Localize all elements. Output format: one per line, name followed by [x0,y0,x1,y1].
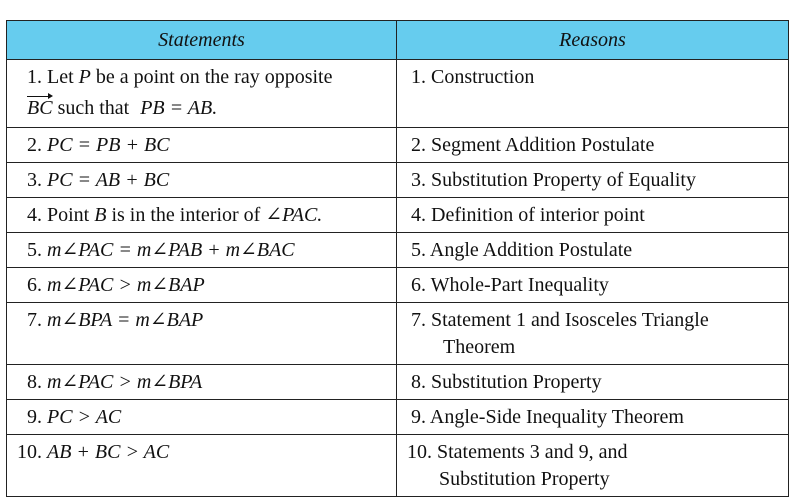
statement-math: AB + BC > AC [47,441,170,463]
step-number: 5. [27,239,42,261]
reason-text-continued: Theorem [443,336,516,358]
statement-math: PC = PB + BC [47,134,170,156]
header-row [7,21,789,60]
step-number: 7. [27,309,42,331]
table-row [7,60,789,128]
statement-math: m∠BPA = m∠BAP [47,309,204,331]
statement-cell [7,400,397,435]
reason-cell [397,163,789,198]
table-row [7,128,789,163]
reasons-header: Reasons [397,21,789,60]
step-number: 3. [27,169,42,191]
reason-text: Construction [431,66,535,88]
reason-cell [397,198,789,233]
reason-number: 2. [411,134,426,156]
reason-text-continued: Substitution Property [439,468,610,490]
statements-header: Statements [7,21,397,60]
statement-cell [7,435,397,497]
reason-text: Substitution Property of Equality [431,169,696,191]
step-number: 6. [27,274,42,296]
step-number: 4. [27,204,42,226]
reason-cell [397,400,789,435]
statement-text: such that [57,97,130,119]
step-number: 2. [27,134,42,156]
statement-math: PC = AB + BC [47,169,170,191]
reason-number: 4. [411,204,426,226]
reason-text: Substitution Property [431,371,602,393]
reason-text: Statement 1 and Isosceles Triangle [431,309,709,331]
statement-math: m∠PAC > m∠BAP [47,274,205,296]
statement-variable: B [94,204,107,226]
statement-cell [7,303,397,365]
reason-number: 3. [411,169,426,191]
reason-cell [397,128,789,163]
table-row [7,268,789,303]
reason-number: 10. [407,441,432,463]
statement-text: be a point on the ray opposite [95,66,333,88]
statement-math: m∠PAC > m∠BPA [47,371,203,393]
reason-text: Definition of interior point [431,204,645,226]
table-row [7,303,789,365]
reason-number: 8. [411,371,426,393]
table-row [7,400,789,435]
step-number: 8. [27,371,42,393]
reason-cell [397,365,789,400]
statement-cell [7,198,397,233]
statement-angle: ∠PAC. [265,204,323,226]
step-number: 1. [27,66,42,88]
reason-text: Angle Addition Postulate [429,239,633,261]
statement-text: Point [47,204,90,226]
reason-cell [397,268,789,303]
reason-text: Segment Addition Postulate [431,134,655,156]
statement-cell [7,365,397,400]
reason-cell [397,233,789,268]
table-row [7,198,789,233]
reason-text: Statements 3 and 9, and [437,441,628,463]
table-row [7,233,789,268]
ray-vector: BC [27,95,53,122]
reason-number: 1. [411,66,426,88]
step-number: 10. [17,441,42,463]
reason-number: 7. [411,309,426,331]
reason-text: Whole-Part Inequality [430,274,609,296]
reason-cell [397,60,789,128]
statement-text: is in the interior of [111,204,261,226]
statement-math: m∠PAC = m∠PAB + m∠BAC [47,239,295,261]
statement-cell [7,233,397,268]
reason-number: 5. [411,239,426,261]
statement-variable: P [78,66,91,88]
statement-equation: PB = AB. [140,97,218,119]
statement-cell [7,268,397,303]
statement-cell [7,128,397,163]
reason-number: 6. [411,274,426,296]
reason-cell [397,303,789,365]
step-number: 9. [27,406,42,428]
table-row [7,163,789,198]
statement-text: Let [47,66,74,88]
statement-math: PC > AC [47,406,122,428]
proof-table [6,20,789,497]
statement-cell [7,163,397,198]
reason-cell [397,435,789,497]
reason-number: 9. [411,406,426,428]
statement-cell [7,60,397,128]
reason-text: Angle-Side Inequality Theorem [429,406,684,428]
table-row [7,435,789,497]
table-row [7,365,789,400]
